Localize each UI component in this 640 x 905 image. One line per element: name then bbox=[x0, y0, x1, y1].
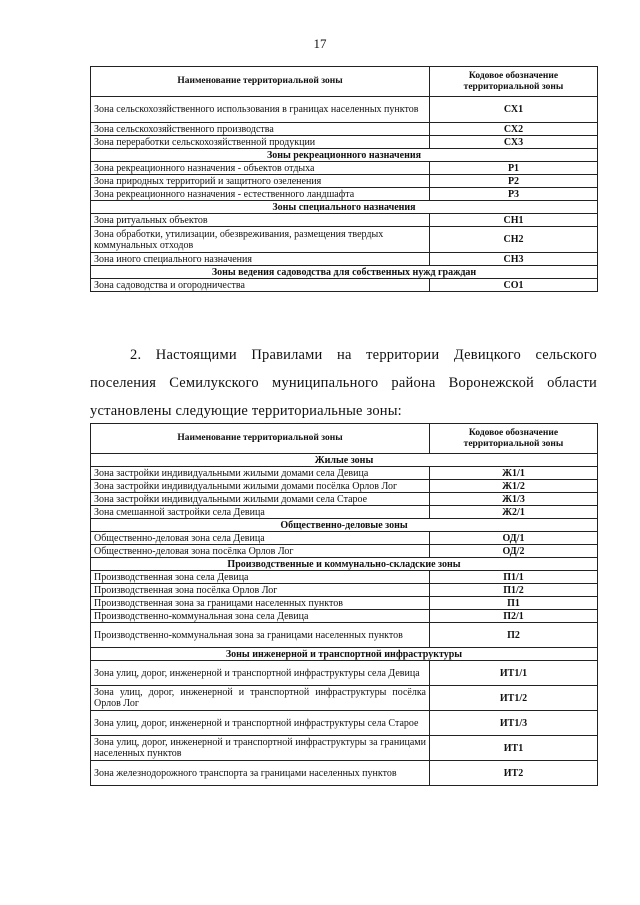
zone-row bbox=[91, 597, 598, 610]
zone-group-row bbox=[91, 519, 598, 532]
zone-row bbox=[91, 136, 598, 149]
zone-row bbox=[91, 506, 598, 519]
zone-code: ИТ1 bbox=[430, 736, 598, 761]
zone-row bbox=[91, 623, 598, 648]
table-body bbox=[91, 454, 598, 786]
zone-code: П2/1 bbox=[430, 610, 598, 623]
zone-row bbox=[91, 493, 598, 506]
zone-code: СН3 bbox=[430, 253, 598, 266]
zone-name: Зона застройки индивидуальными жилыми домами села Девица bbox=[91, 467, 430, 480]
zone-group-title: Зоны ведения садоводства для собственных нужд граждан bbox=[91, 266, 598, 279]
zone-code: П1/1 bbox=[430, 571, 598, 584]
zone-row bbox=[91, 214, 598, 227]
zone-code: ИТ1/2 bbox=[430, 686, 598, 711]
zone-name: Производственно-коммунальная зона за границами населенных пунктов bbox=[91, 623, 430, 648]
zone-row bbox=[91, 661, 598, 686]
zone-code: Р2 bbox=[430, 175, 598, 188]
zone-group-row bbox=[91, 266, 598, 279]
body-paragraph: 2. Настоящими Правилами на территории Девицкого сельского поселения Семилукского муниципального района Воронежской области установлены следующие территориальные зоны: bbox=[90, 347, 597, 419]
zone-name: Зона железнодорожного транспорта за границами населенных пунктов bbox=[91, 761, 430, 786]
zone-name: Зона природных территорий и защитного озеленения bbox=[91, 175, 430, 188]
zone-name: Зона застройки индивидуальными жилыми домами посёлка Орлов Лог bbox=[91, 480, 430, 493]
zone-code: П1/2 bbox=[430, 584, 598, 597]
zone-name: Производственно-коммунальная зона села Девица bbox=[91, 610, 430, 623]
zone-group-row bbox=[91, 648, 598, 661]
zone-group-row bbox=[91, 558, 598, 571]
zone-row bbox=[91, 188, 598, 201]
zone-group-title: Жилые зоны bbox=[91, 454, 598, 467]
zone-group-title: Зоны специального назначения bbox=[91, 201, 598, 214]
zone-code: П2 bbox=[430, 623, 598, 648]
zone-row bbox=[91, 97, 598, 123]
zone-row bbox=[91, 123, 598, 136]
zone-row bbox=[91, 686, 598, 711]
header-zone-name: Наименование территориальной зоны bbox=[91, 67, 430, 97]
zone-code: ОД/1 bbox=[430, 532, 598, 545]
zone-name: Зона улиц, дорог, инженерной и транспортной инфраструктуры села Девица bbox=[91, 661, 430, 686]
zone-row bbox=[91, 480, 598, 493]
zone-code: СХ1 bbox=[430, 97, 598, 123]
page-number: 17 bbox=[313, 36, 327, 51]
zone-name: Зона рекреационного назначения - объектов отдыха bbox=[91, 162, 430, 175]
zone-code: Ж1/3 bbox=[430, 493, 598, 506]
zone-name: Зона переработки сельскохозяйственной продукции bbox=[91, 136, 430, 149]
zone-code: Ж2/1 bbox=[430, 506, 598, 519]
zone-name: Общественно-деловая зона посёлка Орлов Лог bbox=[91, 545, 430, 558]
zone-code: Р1 bbox=[430, 162, 598, 175]
zone-row bbox=[91, 711, 598, 736]
zone-name: Зона рекреационного назначения - естественного ландшафта bbox=[91, 188, 430, 201]
zone-name: Зона иного специального назначения bbox=[91, 253, 430, 266]
zone-row bbox=[91, 545, 598, 558]
zone-name: Зона садоводства и огородничества bbox=[91, 279, 430, 292]
zone-name: Зона улиц, дорог, инженерной и транспортной инфраструктуры села Старое bbox=[91, 711, 430, 736]
zone-code: СН1 bbox=[430, 214, 598, 227]
zone-name: Производственная зона за границами населенных пунктов bbox=[91, 597, 430, 610]
zone-code: СО1 bbox=[430, 279, 598, 292]
zone-code: ИТ1/1 bbox=[430, 661, 598, 686]
zone-row bbox=[91, 571, 598, 584]
zone-row bbox=[91, 227, 598, 253]
zones-table-established bbox=[90, 423, 598, 786]
zone-group-row bbox=[91, 454, 598, 467]
zone-row bbox=[91, 175, 598, 188]
zone-code: Р3 bbox=[430, 188, 598, 201]
zone-row bbox=[91, 279, 598, 292]
zone-code: ОД/2 bbox=[430, 545, 598, 558]
zone-name: Зона сельскохозяйственного производства bbox=[91, 123, 430, 136]
zone-name: Общественно-деловая зона села Девица bbox=[91, 532, 430, 545]
table-header-row bbox=[91, 424, 598, 454]
zone-name: Зона сельскохозяйственного использования в границах населенных пунктов bbox=[91, 97, 430, 123]
zone-group-title: Производственные и коммунально-складские зоны bbox=[91, 558, 598, 571]
zone-row bbox=[91, 584, 598, 597]
zone-row bbox=[91, 162, 598, 175]
zone-code: Ж1/1 bbox=[430, 467, 598, 480]
zone-code: П1 bbox=[430, 597, 598, 610]
zone-row bbox=[91, 253, 598, 266]
zone-name: Зона смешанной застройки села Девица bbox=[91, 506, 430, 519]
zone-name: Зона улиц, дорог, инженерной и транспортной инфраструктуры посёлка Орлов Лог bbox=[91, 686, 430, 711]
zone-row bbox=[91, 532, 598, 545]
zone-code: Ж1/2 bbox=[430, 480, 598, 493]
table-body bbox=[91, 97, 598, 292]
zone-group-title: Зоны инженерной и транспортной инфраструктуры bbox=[91, 648, 598, 661]
zone-name: Производственная зона посёлка Орлов Лог bbox=[91, 584, 430, 597]
zone-group-title: Зоны рекреационного назначения bbox=[91, 149, 598, 162]
zone-group-row bbox=[91, 201, 598, 214]
zone-name: Зона застройки индивидуальными жилыми домами села Старое bbox=[91, 493, 430, 506]
zone-group-title: Общественно-деловые зоны bbox=[91, 519, 598, 532]
zone-code: СХ2 bbox=[430, 123, 598, 136]
zone-row bbox=[91, 610, 598, 623]
header-zone-code: Кодовое обозначение территориальной зоны bbox=[430, 424, 598, 454]
table-header-row bbox=[91, 67, 598, 97]
zone-name: Зона улиц, дорог, инженерной и транспортной инфраструктуры за границами населенных пунктов bbox=[91, 736, 430, 761]
zones-table-continued bbox=[90, 66, 598, 292]
zone-row bbox=[91, 736, 598, 761]
zone-code: ИТ1/3 bbox=[430, 711, 598, 736]
zone-name: Производственная зона села Девица bbox=[91, 571, 430, 584]
zone-name: Зона ритуальных объектов bbox=[91, 214, 430, 227]
zone-row bbox=[91, 467, 598, 480]
zone-code: СН2 bbox=[430, 227, 598, 253]
zone-group-row bbox=[91, 149, 598, 162]
zone-name: Зона обработки, утилизации, обезвреживания, размещения твердых коммунальных отходов bbox=[91, 227, 430, 253]
zone-row bbox=[91, 761, 598, 786]
zone-code: СХ3 bbox=[430, 136, 598, 149]
header-zone-code: Кодовое обозначение территориальной зоны bbox=[430, 67, 598, 97]
header-zone-name: Наименование территориальной зоны bbox=[91, 424, 430, 454]
zone-code: ИТ2 bbox=[430, 761, 598, 786]
